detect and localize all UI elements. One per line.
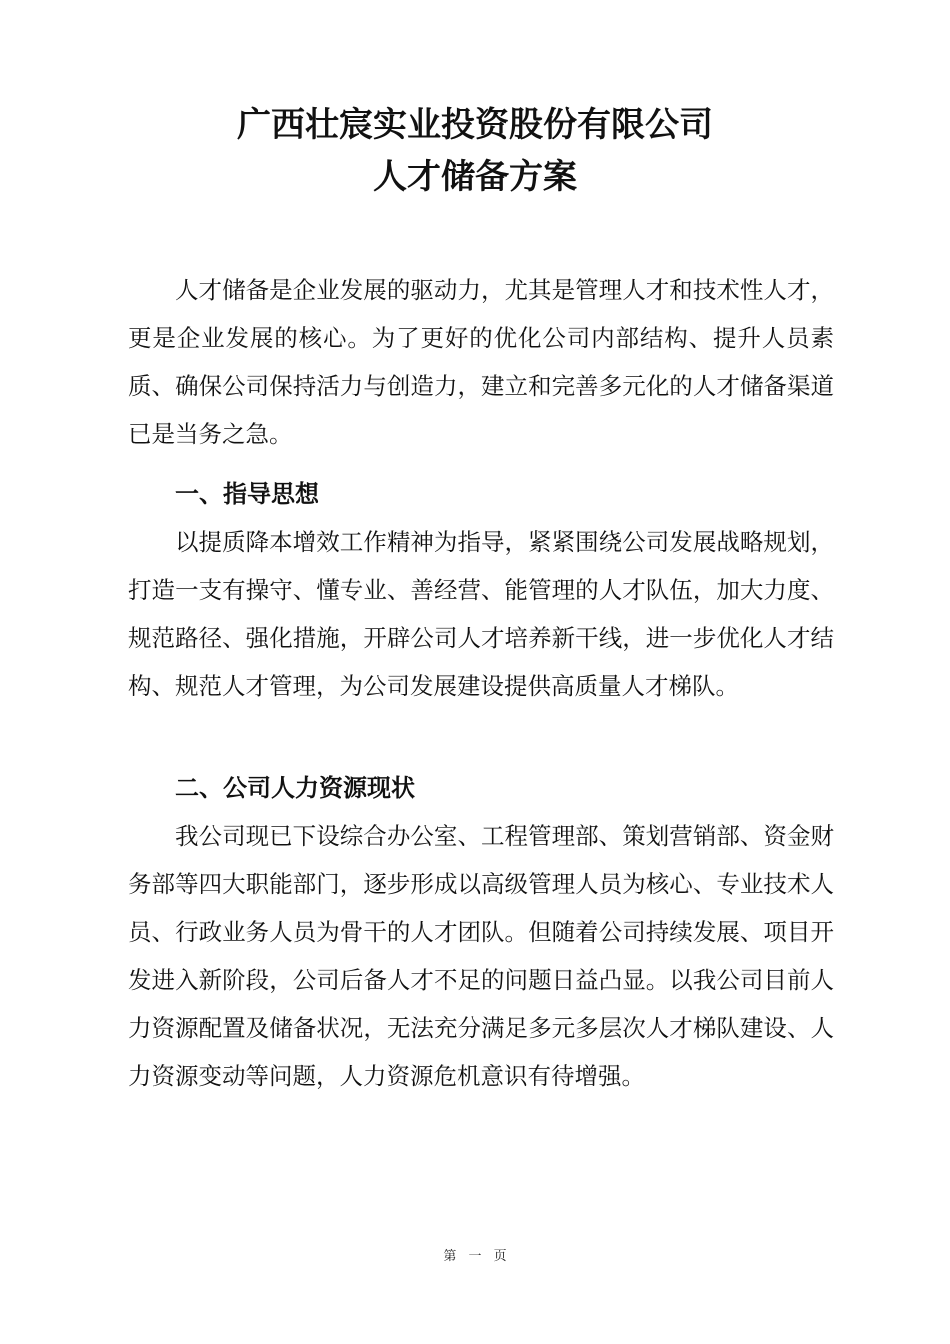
section-heading-guiding-ideology: 一、指导思想 [175,480,319,508]
intro-paragraph: 人才储备是企业发展的驱动力，尤其是管理人才和技术性人才，更是企业发展的核心。为了更好的优化公司内部结构、提升人员素质、确保公司保持活力与创造力，建立和完善多元化的人才储备渠道已是当务之急。 [128,276,834,448]
document-title-company: 广西壮宸实业投资股份有限公司 [237,105,713,145]
section-body-guiding-ideology: 以提质降本增效工作精神为指导，紧紧围绕公司发展战略规划，打造一支有操守、懂专业、善经营、能管理的人才队伍，加大力度、规范路径、强化措施，开辟公司人才培养新干线，进一步优化人才结构、规范人才管理，为公司发展建设提供高质量人才梯队。 [128,528,834,700]
page-number-footer: 第 一 页 [443,1249,507,1264]
document-title-plan: 人才储备方案 [373,157,577,197]
section-body-hr-status: 我公司现已下设综合办公室、工程管理部、策划营销部、资金财务部等四大职能部门，逐步形成以高级管理人员为核心、专业技术人员、行政业务人员为骨干的人才团队。但随着公司持续发展、项目开发进入新阶段，公司后备人才不足的问题日益凸显。以我公司目前人力资源配置及储备状况，无法充分满足多元多层次人才梯队建设、人力资源变动等问题，人力资源危机意识有待增强。 [128,822,834,1090]
section-heading-hr-status: 二、公司人力资源现状 [175,774,415,802]
